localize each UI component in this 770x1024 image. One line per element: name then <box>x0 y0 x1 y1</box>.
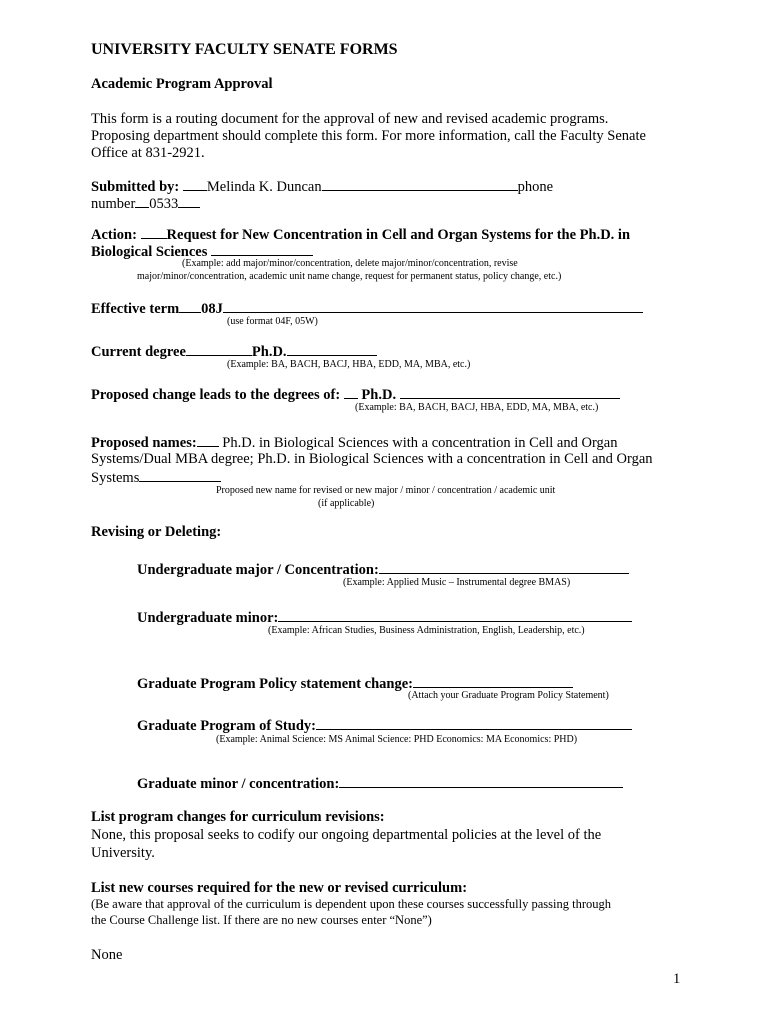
effective-term-label: Effective term <box>91 301 180 317</box>
current-degree-hint: (Example: BA, BACH, BACJ, HBA, EDD, MA, MBA, etc.) <box>227 359 471 370</box>
ug-minor-hint: (Example: African Studies, Business Administration, English, Leadership, etc.) <box>268 625 585 636</box>
blank-line <box>223 300 643 313</box>
revising-heading: Revising or Deleting: <box>91 524 222 540</box>
action-example-hint: (Example: add major/minor/concentration, delete major/minor/concentration, revise <box>182 258 518 269</box>
proposed-names-field[interactable]: Ph.D. in Biological Sciences with a concentration in Cell and Organ <box>222 435 618 451</box>
ug-major-field[interactable] <box>379 561 629 574</box>
new-courses-heading: List new courses required for the new or revised curriculum: <box>91 880 468 896</box>
effective-term-field[interactable]: 08J <box>201 301 223 317</box>
effective-term-row <box>91 300 643 317</box>
submitted-by-label: Submitted by: <box>91 179 180 195</box>
blank-line <box>141 226 167 239</box>
grad-study-field[interactable] <box>316 717 632 730</box>
grad-study-row <box>137 717 632 734</box>
grad-study-hint: (Example: Animal Science: MS Animal Science: PHD Economics: MA Economics: PHD) <box>216 734 578 745</box>
proposed-names-row-end <box>91 469 221 486</box>
proposed-change-label: Proposed change leads to the degrees of: <box>91 387 341 403</box>
proposed-names-label: Proposed names: <box>91 435 197 451</box>
grad-policy-label: Graduate Program Policy statement change: <box>137 676 413 692</box>
grad-minor-label: Graduate minor / concentration: <box>137 776 340 792</box>
submitted-by-row <box>91 178 553 195</box>
blank-line <box>344 386 358 399</box>
program-changes-heading: List program changes for curriculum revisions: <box>91 809 385 825</box>
blank-line <box>197 434 219 447</box>
new-courses-value[interactable]: None <box>91 947 123 963</box>
grad-minor-field[interactable] <box>339 775 623 788</box>
submitter-name-field[interactable]: Melinda K. Duncan <box>206 179 322 195</box>
new-courses-note: the Course Challenge list. If there are no new courses enter “None”) <box>91 913 432 927</box>
program-changes-text[interactable]: None, this proposal seeks to codify our ongoing departmental policies at the level of the <box>91 827 602 843</box>
ug-minor-row <box>137 609 632 626</box>
grad-minor-row <box>137 775 623 792</box>
ug-minor-field[interactable] <box>278 609 632 622</box>
program-changes-text[interactable]: University. <box>91 845 155 861</box>
ug-minor-label: Undergraduate minor: <box>137 610 279 626</box>
ug-major-hint: (Example: Applied Music – Instrumental degree BMAS) <box>343 577 571 588</box>
action-field[interactable]: Request for New Concentration in Cell and Organ Systems for the Ph.D. in <box>166 227 631 243</box>
ug-major-row <box>137 561 629 578</box>
grad-policy-hint: (Attach your Graduate Program Policy Statement) <box>408 690 609 701</box>
blank-line <box>211 243 313 256</box>
proposed-names-hint: Proposed new name for revised or new major / minor / concentration / academic unit <box>216 485 556 496</box>
blank-line <box>400 386 620 399</box>
proposed-names-hint: (if applicable) <box>318 498 375 509</box>
new-courses-note: (Be aware that approval of the curriculum is dependent upon these courses successfully passing through <box>91 897 611 911</box>
action-row <box>91 226 630 243</box>
blank-line <box>183 178 207 191</box>
intro-line: Office at 831-2921. <box>91 145 205 161</box>
page-number: 1 <box>673 971 681 987</box>
grad-policy-field[interactable] <box>413 675 573 688</box>
phone-number-field[interactable]: 0533 <box>149 196 179 212</box>
action-label: Action: <box>91 227 137 243</box>
phone-number-label: number <box>91 196 136 212</box>
action-field-continued[interactable]: Biological Sciences <box>91 244 208 260</box>
proposed-change-row <box>91 386 620 403</box>
proposed-names-row <box>91 434 617 451</box>
blank-line <box>178 195 200 208</box>
phone-label: phone <box>517 179 554 195</box>
proposed-names-field-end[interactable]: Systems <box>91 470 140 486</box>
blank-line <box>186 343 252 356</box>
effective-term-hint: (use format 04F, 05W) <box>227 316 318 327</box>
blank-line <box>139 469 221 482</box>
action-example-hint: major/minor/concentration, academic unit name change, request for permanent status, policy change, etc.) <box>137 271 562 282</box>
proposed-names-field-continued[interactable]: Systems/Dual MBA degree; Ph.D. in Biological Sciences with a concentration in Cell and Organ <box>91 451 653 467</box>
blank-line <box>179 300 201 313</box>
proposed-change-field[interactable]: Ph.D. <box>361 387 397 403</box>
intro-line: This form is a routing document for the approval of new and revised academic programs. <box>91 111 609 127</box>
blank-line <box>287 343 377 356</box>
form-subtitle: Academic Program Approval <box>91 76 273 92</box>
page-title: UNIVERSITY FACULTY SENATE FORMS <box>91 41 398 58</box>
current-degree-label: Current degree <box>91 344 186 360</box>
current-degree-field[interactable]: Ph.D. <box>251 344 287 360</box>
phone-number-row <box>91 195 200 212</box>
blank-line <box>322 178 518 191</box>
ug-major-label: Undergraduate major / Concentration: <box>137 562 379 578</box>
current-degree-row <box>91 343 377 360</box>
blank-line <box>135 195 149 208</box>
grad-study-label: Graduate Program of Study: <box>137 718 316 734</box>
intro-line: Proposing department should complete this form. For more information, call the Faculty Senate <box>91 128 646 144</box>
proposed-change-hint: (Example: BA, BACH, BACJ, HBA, EDD, MA, MBA, etc.) <box>355 402 599 413</box>
